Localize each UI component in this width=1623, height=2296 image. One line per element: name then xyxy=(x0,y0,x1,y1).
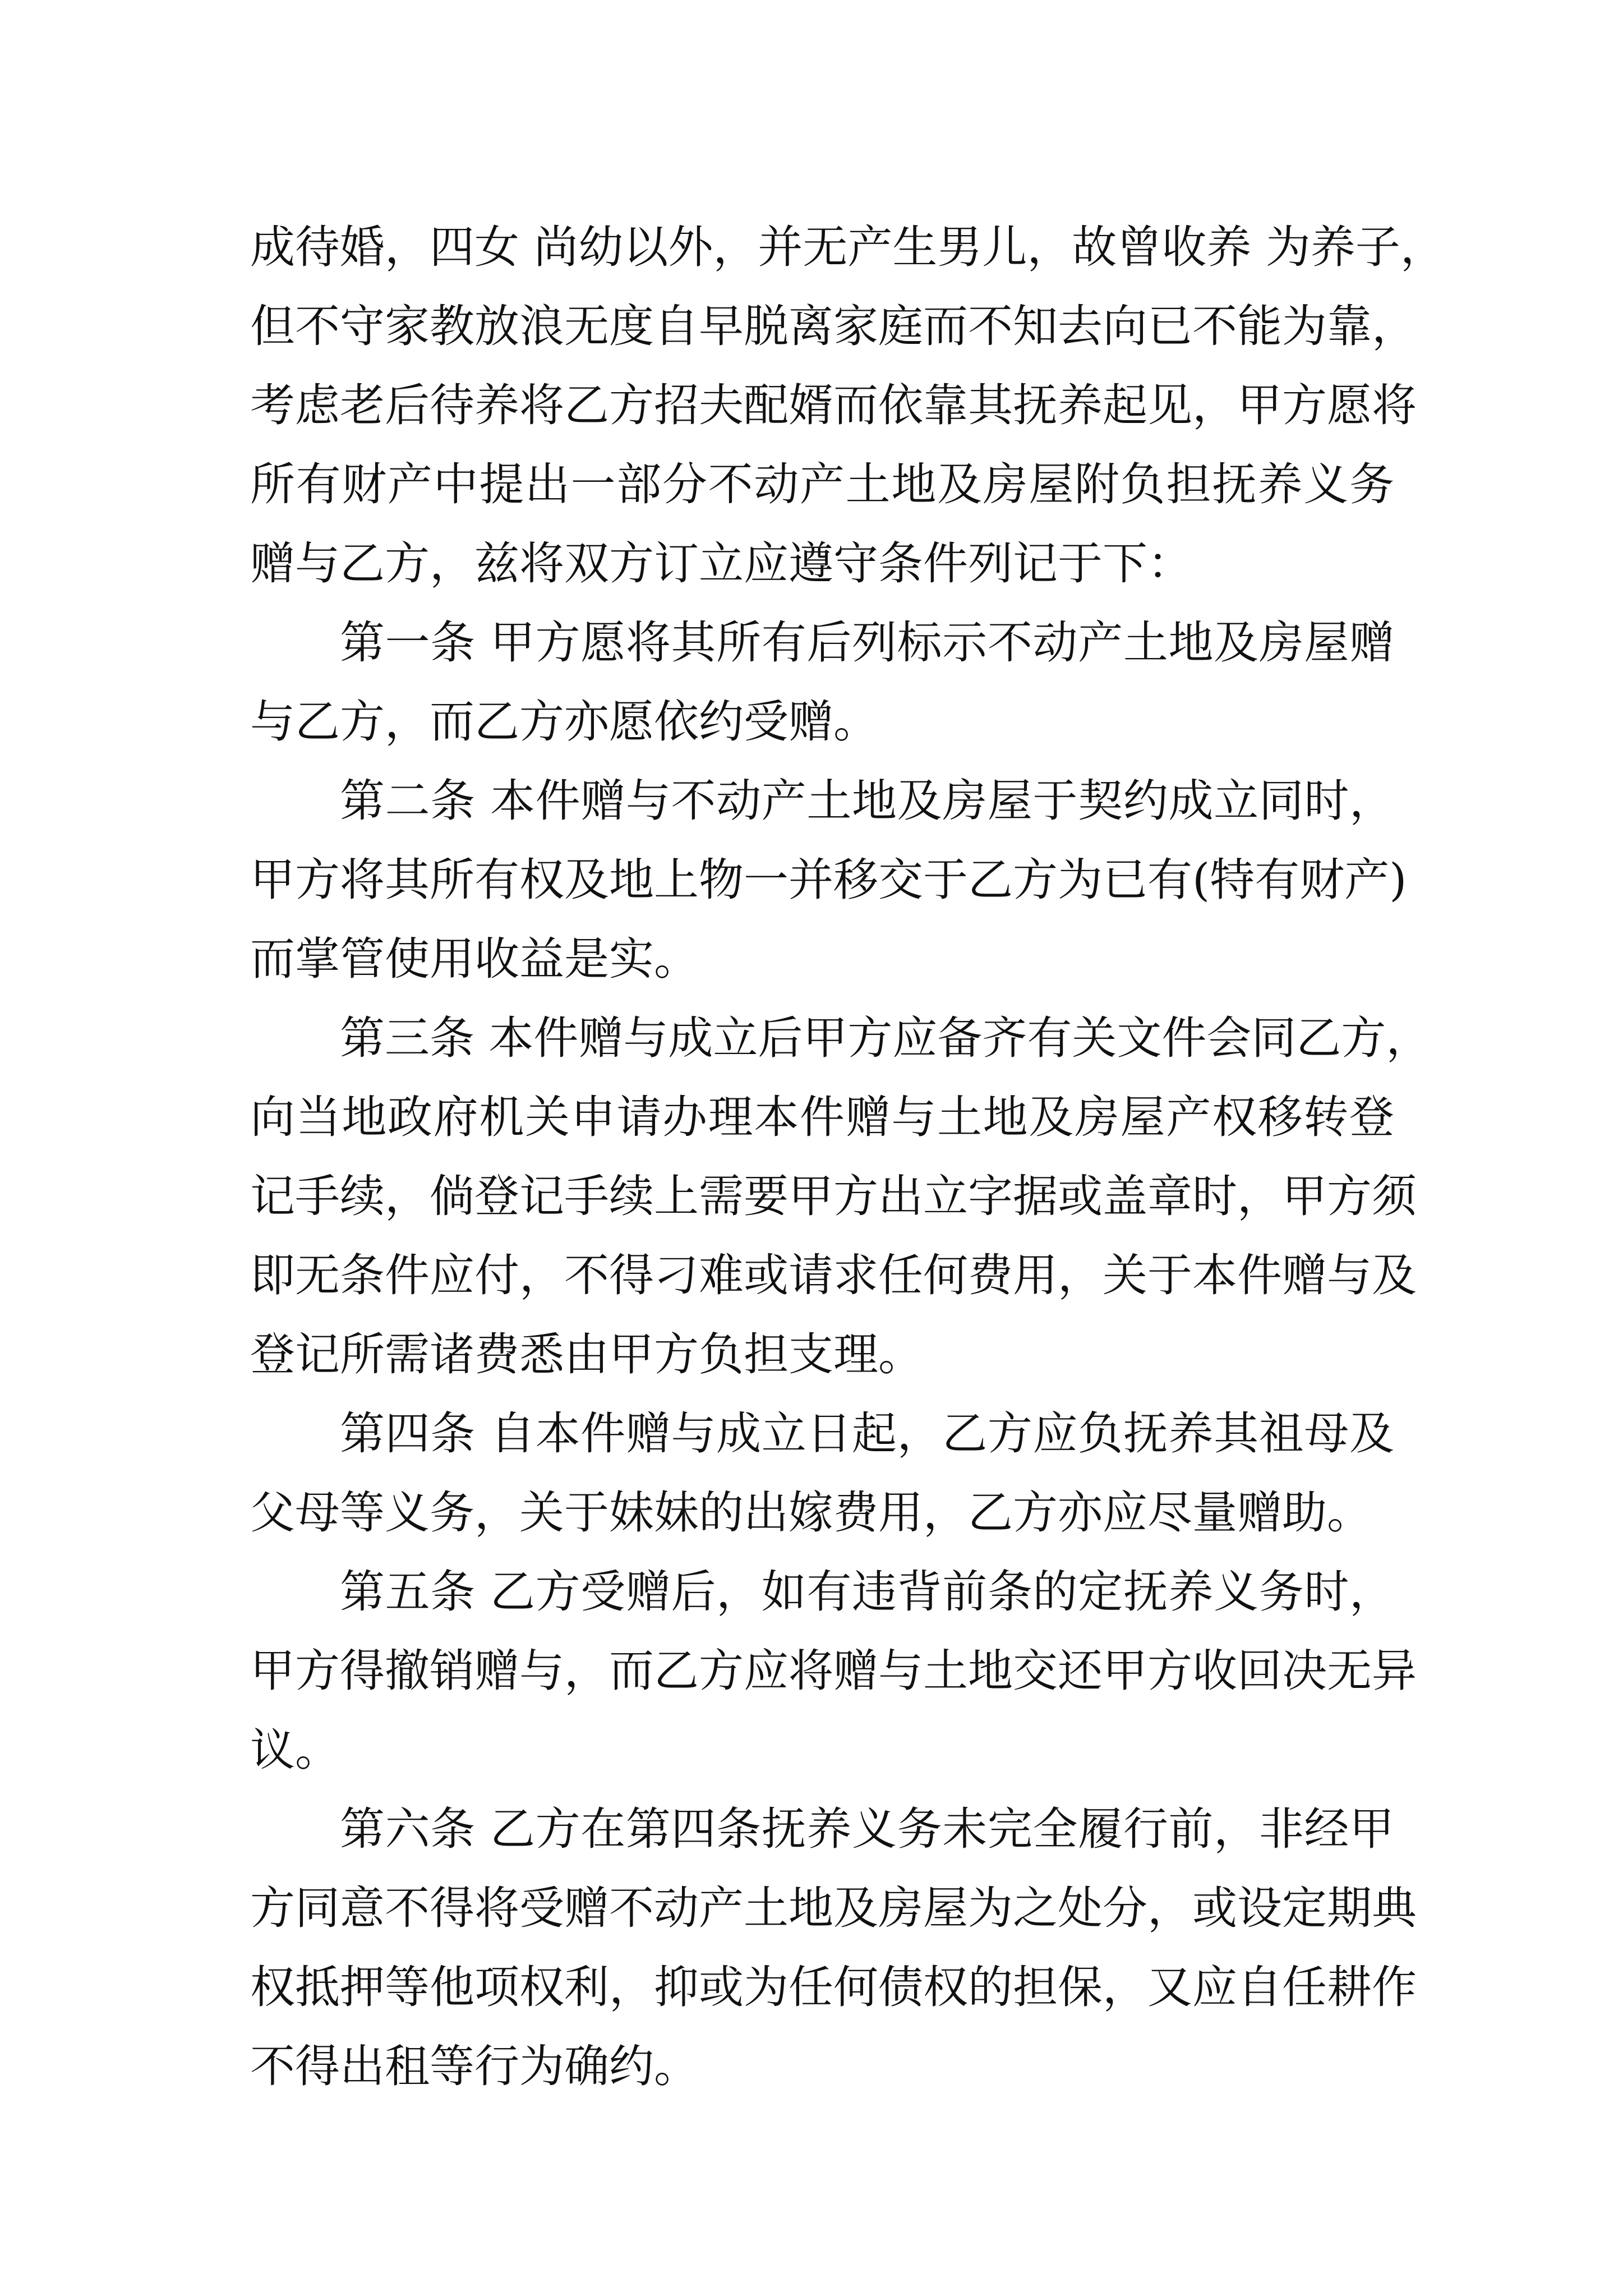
text-line: 向当地政府机关申请办理本件赠与土地及房屋产权移转登 xyxy=(250,1091,1394,1143)
article-5 xyxy=(250,1552,1417,1789)
text-line: 方同意不得将受赠不动产土地及房屋为之处分，或设定期典 xyxy=(250,1882,1417,1934)
text-line: 考虑老后待养将乙方招夫配婿而依靠其抚养起见，甲方愿将 xyxy=(250,379,1417,431)
intro-paragraph xyxy=(250,208,1445,603)
text-line: 父母等义务，关于妹妹的出嫁费用，乙方亦应尽量赠助。 xyxy=(250,1487,1372,1539)
contract-body xyxy=(250,208,1445,2106)
text-line: 即无条件应付，不得刁难或请求任何费用，关于本件赠与及 xyxy=(250,1249,1417,1301)
text-line: 议。 xyxy=(250,1724,340,1776)
text-line: 而掌管使用收益是实。 xyxy=(250,933,699,985)
text-line: 权抵押等他项权利，抑或为任何债权的担保，又应自任耕作 xyxy=(250,1961,1417,2013)
text-line: 赠与乙方，兹将双方订立应遵守条件列记于下： xyxy=(250,537,1192,590)
article-1 xyxy=(250,603,1394,761)
article-2 xyxy=(250,761,1407,999)
text-line: 登记所需诸费悉由甲方负担支理。 xyxy=(250,1328,923,1381)
text-line: 但不守家教放浪无度自早脱离家庭而不知去向已不能为靠， xyxy=(250,300,1417,352)
text-line: 不得出租等行为确约。 xyxy=(250,2040,699,2092)
text-line: 第二条 本件赠与不动产土地及房屋于契约成立同时， xyxy=(340,775,1394,827)
text-line: 甲方得撤销赠与，而乙方应将赠与土地交还甲方收回决无异 xyxy=(250,1645,1417,1697)
text-line: 第五条 乙方受赠后，如有违背前条的定抚养义务时， xyxy=(340,1566,1394,1618)
text-line: 第一条 甲方愿将其所有后列标示不动产土地及房屋赠 xyxy=(340,616,1394,669)
text-line: 与乙方，而乙方亦愿依约受赠。 xyxy=(250,696,878,748)
article-6 xyxy=(250,1789,1417,2106)
text-line: 第三条 本件赠与成立后甲方应备齐有关文件会同乙方， xyxy=(340,1012,1431,1064)
text-line: 成待婚，四女 尚幼以外，并无产生男儿，故曾收养 为养子， xyxy=(250,221,1445,273)
article-3 xyxy=(250,999,1431,1394)
text-line: 第四条 自本件赠与成立日起，乙方应负抚养其祖母及 xyxy=(340,1407,1394,1460)
text-line: 所有财产中提出一部分不动产土地及房屋附负担抚养义务 xyxy=(250,458,1394,510)
text-line: 甲方将其所有权及地上物一并移交于乙方为已有(特有财产) xyxy=(250,854,1407,906)
text-line: 记手续，倘登记手续上需要甲方出立字据或盖章时，甲方须 xyxy=(250,1170,1417,1222)
text-line: 第六条 乙方在第四条抚养义务未完全履行前，非经甲 xyxy=(340,1803,1394,1855)
article-4 xyxy=(250,1394,1394,1552)
